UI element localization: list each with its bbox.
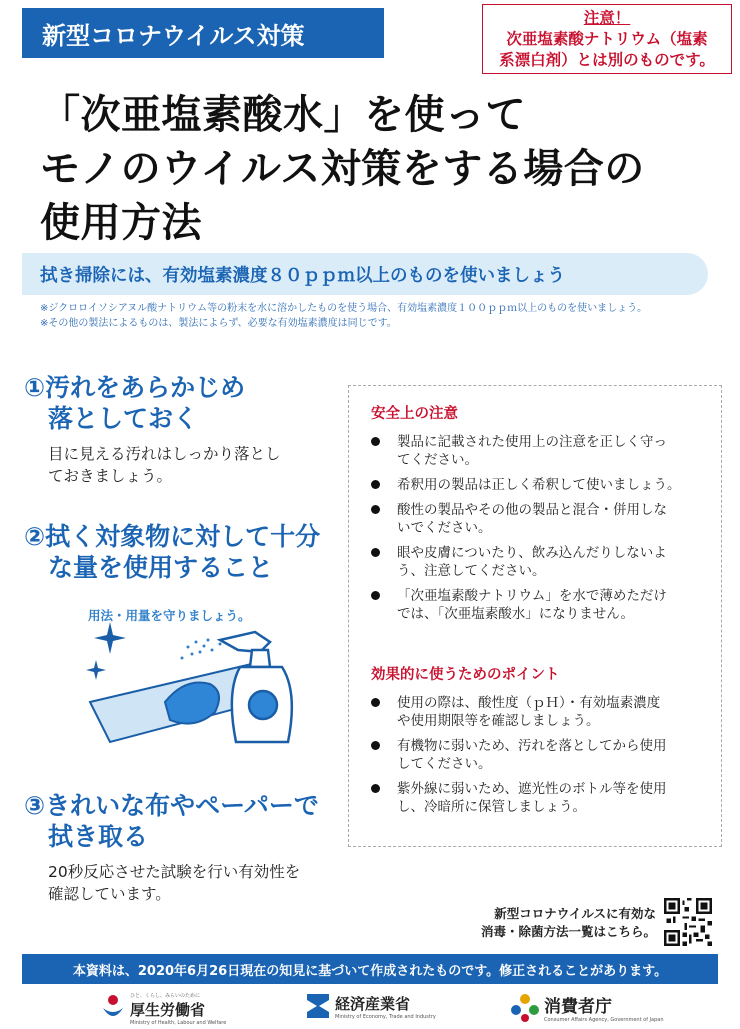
step-1-body [48,443,281,487]
footnote-1: ※ジクロロイソシアヌル酸ナトリウム等の粉末を水に溶かしたものを使う場合、有効塩素濃度１００ｐｐｍ以上のものを使いましょう。 [40,303,648,314]
qr-caption [480,905,656,941]
bullet-icon [371,480,380,489]
list-item [371,476,705,494]
item-line-1: 有機物に弱いため、汚れを落としてから使用 [397,738,667,754]
step-1-line-2: 落としておく [48,404,199,433]
meti-english: Ministry of Economy, Trade and Industry [335,1013,436,1020]
meti-emblem-icon [305,992,331,1020]
list-item [371,501,705,537]
step-1-line-1: ①汚れをあらかじめ [24,373,246,402]
bullet-icon [371,505,380,514]
footnotes [40,301,647,331]
step-1-heading [24,372,245,434]
spray-illustration [70,602,335,752]
list-item [371,737,705,773]
meti-name: 経済産業省 [335,994,411,1013]
step-2-heading [24,521,320,583]
step-3-body-1: 20秒反応させた試験を行い有効性を [48,863,301,881]
item-line-1: 製品に記載された使用上の注意を正しく守っ [397,434,667,450]
title-line-1: 「次亜塩素酸水」を使って [40,92,526,138]
step-1-body-1: 目に見える汚れはしっかり落とし [48,445,281,463]
page-title [40,88,645,250]
warning-box [482,4,732,74]
item-line-2: してください。 [397,756,492,772]
list-item [371,780,705,816]
bullet-icon [371,784,380,793]
qr-caption-1: 新型コロナウイルスに有効な [494,906,656,921]
item-line-2: や使用期限等を確認しましょう。 [397,713,600,729]
item-line-1: 酸性の製品やその他の製品と混合・併用しな [397,502,667,518]
warning-title: 注意！ [583,9,631,27]
footnote-2: ※その他の製法によるものは、製法によらず、必要な有効塩素濃度は同じです。 [40,318,397,329]
category-banner [22,8,384,58]
bullet-icon [371,741,380,750]
points-title: 効果的に使うためのポイント [371,667,560,683]
mist-dots [181,639,222,660]
caa-logo [510,992,664,1023]
bullet-icon [371,698,380,707]
list-item [371,587,705,623]
mhlw-emblem-icon [100,994,126,1024]
step-2-line-2: な量を使用すること [48,553,274,582]
safety-title: 安全上の注意 [371,406,458,422]
bullet-icon [371,591,380,600]
step-3-body [48,861,300,905]
sparkle-icon [86,622,126,680]
bullet-icon [371,548,380,557]
list-item [371,544,705,580]
footer-banner [22,954,718,984]
mhlw-logo [100,992,226,1026]
warning-text-2: 系漂白剤）とは別のものです。 [499,51,715,69]
mhlw-name: 厚生労働省 [130,1001,206,1019]
meti-logo [305,992,436,1020]
agency-logos [0,988,740,1029]
item-line-1: 眼や皮膚についたり、飲み込んだりしないよ [397,545,667,561]
title-line-3: 使用方法 [40,200,202,246]
category-label: 新型コロナウイルス対策 [42,21,305,50]
item-line-2: し、冷暗所に保管しましょう。 [397,799,586,815]
footer-text: 本資料は、2020年6月26日現在の知見に基づいて作成されたものです。修正されることがあります。 [72,963,668,979]
step-1-body-2: ておきましょう。 [48,467,173,485]
step-3-heading [24,790,319,852]
list-item [371,694,705,730]
mhlw-tagline: ひと、くらし、みらいのために [130,993,201,999]
item-line-2: では、「次亜塩素酸水」になりません。 [397,606,635,622]
title-line-2: モノのウイルス対策をする場合の [40,146,645,192]
concentration-banner [22,253,708,295]
step-3-line-2: 拭き取る [48,822,149,851]
item-line-1: 紫外線に弱いため、遮光性のボトル等を使用 [397,781,667,797]
item-line-2: てください。 [397,452,478,468]
caa-emblem-icon [510,993,540,1023]
caa-name: 消費者庁 [544,997,612,1017]
step-3-line-1: ③きれいな布やペーパーで [24,791,319,820]
step-2-line-1: ②拭く対象物に対して十分 [24,522,321,551]
precautions-box [348,385,722,847]
list-item [371,433,705,469]
item-line-2: う、注意してください。 [397,563,546,579]
item-line-1: 「次亜塩素酸ナトリウム」を水で薄めただけ [397,588,667,604]
points-list [371,694,705,816]
mhlw-english: Ministry of Health, Labour and Welfare [130,1020,227,1026]
bullet-icon [371,437,380,446]
item-line-1: 使用の際は、酸性度（ｐＨ）・有効塩素濃度 [397,695,661,711]
safety-list [371,433,705,623]
item-line-1: 希釈用の製品は正しく希釈して使いましょう。 [397,477,681,493]
qr-code-icon[interactable] [664,898,712,946]
illustration-caption: 用法・用量を守りましょう。 [88,608,251,623]
warning-text-1: 次亜塩素酸ナトリウム（塩素 [506,30,708,48]
item-line-2: いでください。 [397,520,492,536]
caa-english: Consumer Affairs Agency, Government of Japan [544,1017,664,1023]
qr-caption-2: 消毒・除菌方法一覧はこちら。 [480,924,656,939]
concentration-text: 拭き掃除には、有効塩素濃度８０ｐｐｍ以上のものを使いましょう [40,265,565,286]
step-3-body-2: 確認しています。 [48,885,171,903]
